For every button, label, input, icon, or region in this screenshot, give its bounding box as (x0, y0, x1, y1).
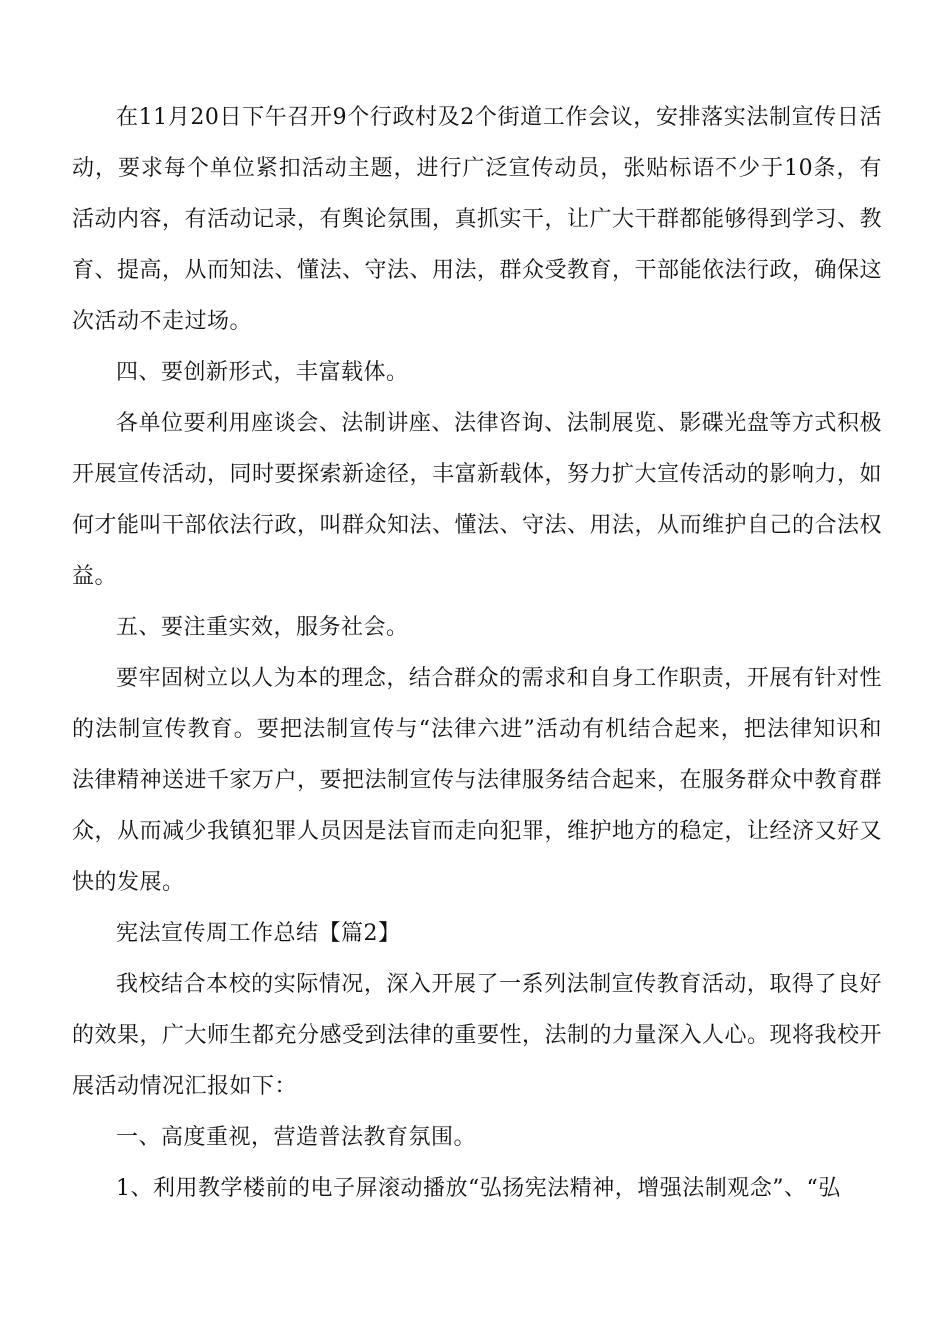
paragraph-publicity-methods: 各单位要利用座谈会、法制讲座、法律咨询、法制展览、影碟光盘等方式积极开展宣传活动，同时要探索新途径，丰富新载体，努力扩大宣传活动的影响力，如何才能叫干部依法行政，叫群众知法、懂法、守法、用法，从而维护自己的合法权益。 (72, 411, 883, 589)
document-body (72, 92, 882, 1214)
heading-practical-results: 五、要注重实效，服务社会。 (116, 615, 409, 640)
heading-high-attention: 一、高度重视，营造普法教育氛围。 (116, 1125, 477, 1150)
paragraph-electronic-screen: 1、利用教学楼前的电子屏滚动播放“弘扬宪法精神，增强法制观念”、“弘 (116, 1176, 841, 1201)
paragraph-people-oriented: 要牢固树立以人为本的理念，结合群众的需求和自身工作职责，开展有针对性的法制宣传教育。要把法制宣传与“法律六进”活动有机结合起来，把法律知识和法律精神送进千家万户，要把法制宣传与法律服务结合起来，在服务群众中教育群众，从而减少我镇犯罪人员因是法盲而走向犯罪，维护地方的稳定，让经济又好又快的发展。 (72, 666, 883, 895)
section-title-part-2: 宪法宣传周工作总结【篇2】 (116, 921, 401, 946)
paragraph-school-intro: 我校结合本校的实际情况，深入开展了一系列法制宣传教育活动，取得了良好的效果，广大师生都充分感受到法律的重要性，法制的力量深入人心。现将我校开展活动情况汇报如下： (72, 972, 883, 1099)
paragraph-meeting-arrangement: 在11月20日下午召开9个行政村及2个街道工作会议，安排落实法制宣传日活动，要求每个单位紧扣活动主题，进行广泛宣传动员，张贴标语不少于10条，有活动内容，有活动记录，有舆论氛围，真抓实干，让广大干群都能够得到学习、教育、提高，从而知法、懂法、守法、用法，群众受教育，干部能依法行政，确保这次活动不走过场。 (72, 105, 883, 334)
heading-innovate-forms: 四、要创新形式，丰富载体。 (116, 360, 409, 385)
